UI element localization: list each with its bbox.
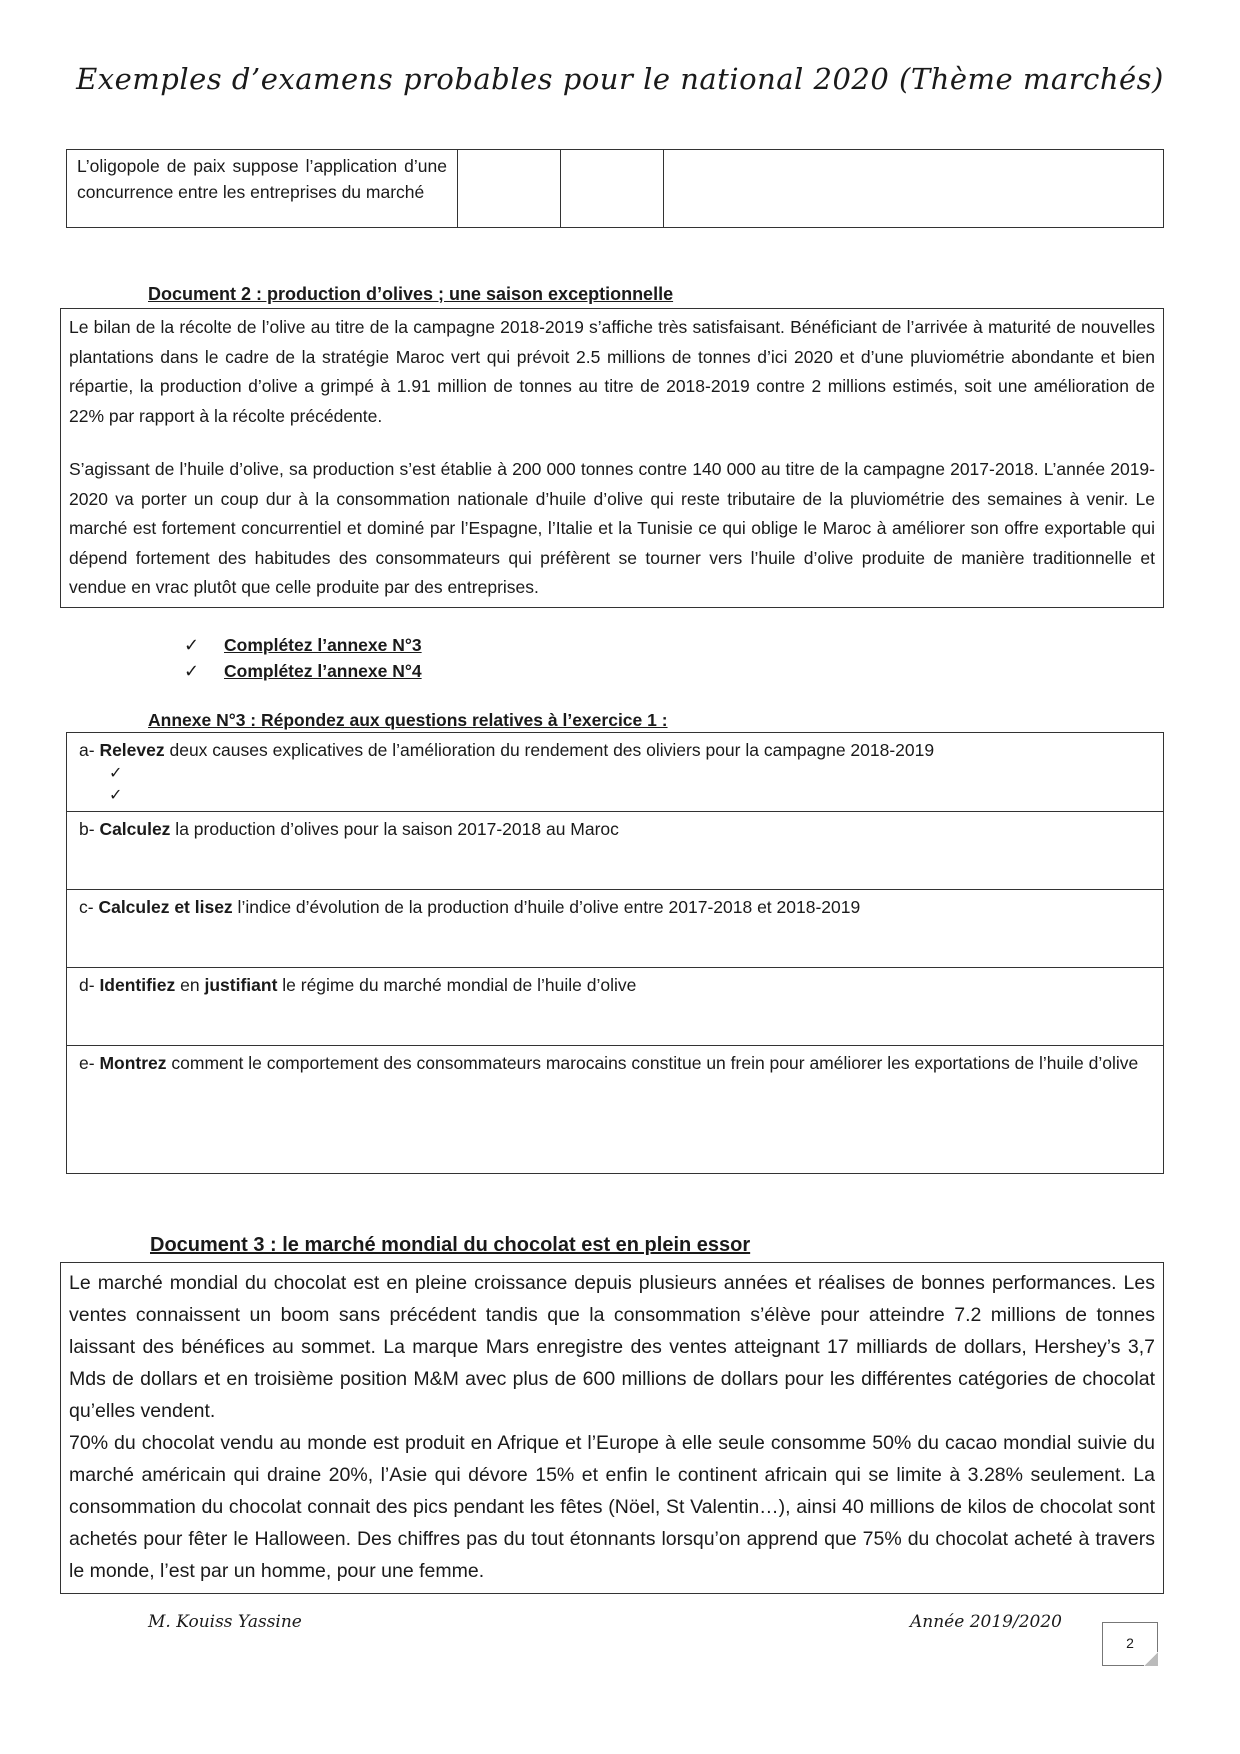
task-item xyxy=(184,632,422,658)
question-row-d[interactable]: d- Identifiez en justifiant le régime du marché mondial de l’huile d’olive xyxy=(67,968,1163,1046)
doc2-heading: Document 2 : production d’olives ; une saison exceptionnelle xyxy=(148,284,674,304)
question-row-c[interactable]: c- Calculez et lisez l’indice d’évolution de la production d’huile d’olive entre 2017-2018 et 2018-2019 xyxy=(67,890,1163,968)
check-icon: ✓ xyxy=(184,635,200,655)
task-list xyxy=(184,632,422,684)
check-icon: ✓ xyxy=(184,661,200,681)
page-number: 2 xyxy=(1102,1622,1158,1666)
table-cell-justification[interactable] xyxy=(664,150,1164,228)
doc2-box xyxy=(60,308,1164,608)
answer-table xyxy=(66,149,1164,228)
doc3-box xyxy=(60,1262,1164,1594)
table-statement: L’oligopole de paix suppose l’application d’une concurrence entre les entreprises du marché xyxy=(67,150,458,228)
table-cell-false[interactable] xyxy=(561,150,664,228)
task-label: Complétez l’annexe N°4 xyxy=(224,661,422,681)
check-icon: ✓ xyxy=(109,765,123,782)
doc2-paragraph-1: Le bilan de la récolte de l’olive au titre de la campagne 2018-2019 s’affiche très satisfaisant. Bénéficiant de l’arrivée à maturité de nouvelles plantations dans le cadre de la stratégie Maroc vert qui prévoit 2.5 millions de tonnes d’ici 2020 et d’une pluviométrie abondante et bien répartie, la production d’olive a grimpé à 1.91 million de tonnes au titre de 2018-2019 contre 2 millions estimés, soit une amélioration de 22% par rapport à la récolte précédente. xyxy=(69,317,1155,426)
page-title: Exemples d’examens probables pour le national 2020 (Thème marchés) xyxy=(76,62,1164,96)
table-cell-true[interactable] xyxy=(458,150,561,228)
question-row-e[interactable]: e- Montrez comment le comportement des consommateurs marocains constitue un frein pour améliorer les exportations de l’huile d’olive xyxy=(79,1053,1139,1073)
footer-author: M. Kouiss Yassine xyxy=(148,1612,302,1632)
check-icon: ✓ xyxy=(109,787,123,804)
annexe3-table xyxy=(66,732,1164,1174)
doc3-heading: Document 3 : le marché mondial du chocolat est en plein essor xyxy=(150,1234,751,1256)
doc3-paragraph-2: 70% du chocolat vendu au monde est produit en Afrique et l’Europe à elle seule consomme 50% du cacao mondial suivie du marché américain qui draine 20%, l’Asie qui dévore 15% et enfin le continent africain qui se limite à 3.28% seulement. La consommation du chocolat connait des pics pendant les fêtes (Nöel, St Valentin…), ainsi 40 millions de kilos de chocolat sont achetés pour fêter le Halloween. Des chiffres pas du tout étonnants lorsqu’on apprend que 75% du chocolat acheté à travers le monde, l’est par un homme, pour une femme. xyxy=(69,1432,1155,1582)
question-row-b[interactable]: b- Calculez la production d’olives pour la saison 2017-2018 au Maroc xyxy=(67,812,1163,890)
task-label: Complétez l’annexe N°3 xyxy=(224,635,422,655)
annexe3-heading: Annexe N°3 : Répondez aux questions relatives à l’exercice 1 : xyxy=(148,710,668,730)
task-item xyxy=(184,658,422,684)
question-row-a[interactable]: a- Relevez deux causes explicatives de l’amélioration du rendement des oliviers pour la campagne 2018-2019 ✓ ✓ xyxy=(67,733,1163,812)
doc3-paragraph-1: Le marché mondial du chocolat est en pleine croissance depuis plusieurs années et réalises de bonnes performances. Les ventes connaissent un boom sans précédent tandis que la consommation s’élève pour atteindre 7.2 millions de tonnes laissant des bénéfices au sommet. La marque Mars enregistre des ventes atteignant 17 milliards de dollars, Hershey’s 3,7 Mds de dollars et en troisième position M&M avec plus de 600 millions de dollars pour les différentes catégories de chocolat qu’elles vendent. xyxy=(69,1272,1155,1422)
doc2-paragraph-2: S’agissant de l’huile d’olive, sa production s’est établie à 200 000 tonnes contre 140 000 au titre de la campagne 2017-2018. L’année 2019-2020 va porter un coup dur à la consommation nationale d’huile d’olive qui reste tributaire de la pluviométrie des semaines à venir. Le marché est fortement concurrentiel et dominé par l’Espagne, l’Italie et la Tunisie ce qui oblige le Maroc à améliorer son offre exportable qui dépend fortement des habitudes des consommateurs qui préfèrent se tourner vers l’huile d’olive produite de manière traditionnelle et vendue en vrac plutôt que celle produite par des entreprises. xyxy=(69,459,1155,597)
footer-year: Année 2019/2020 xyxy=(910,1612,1062,1632)
